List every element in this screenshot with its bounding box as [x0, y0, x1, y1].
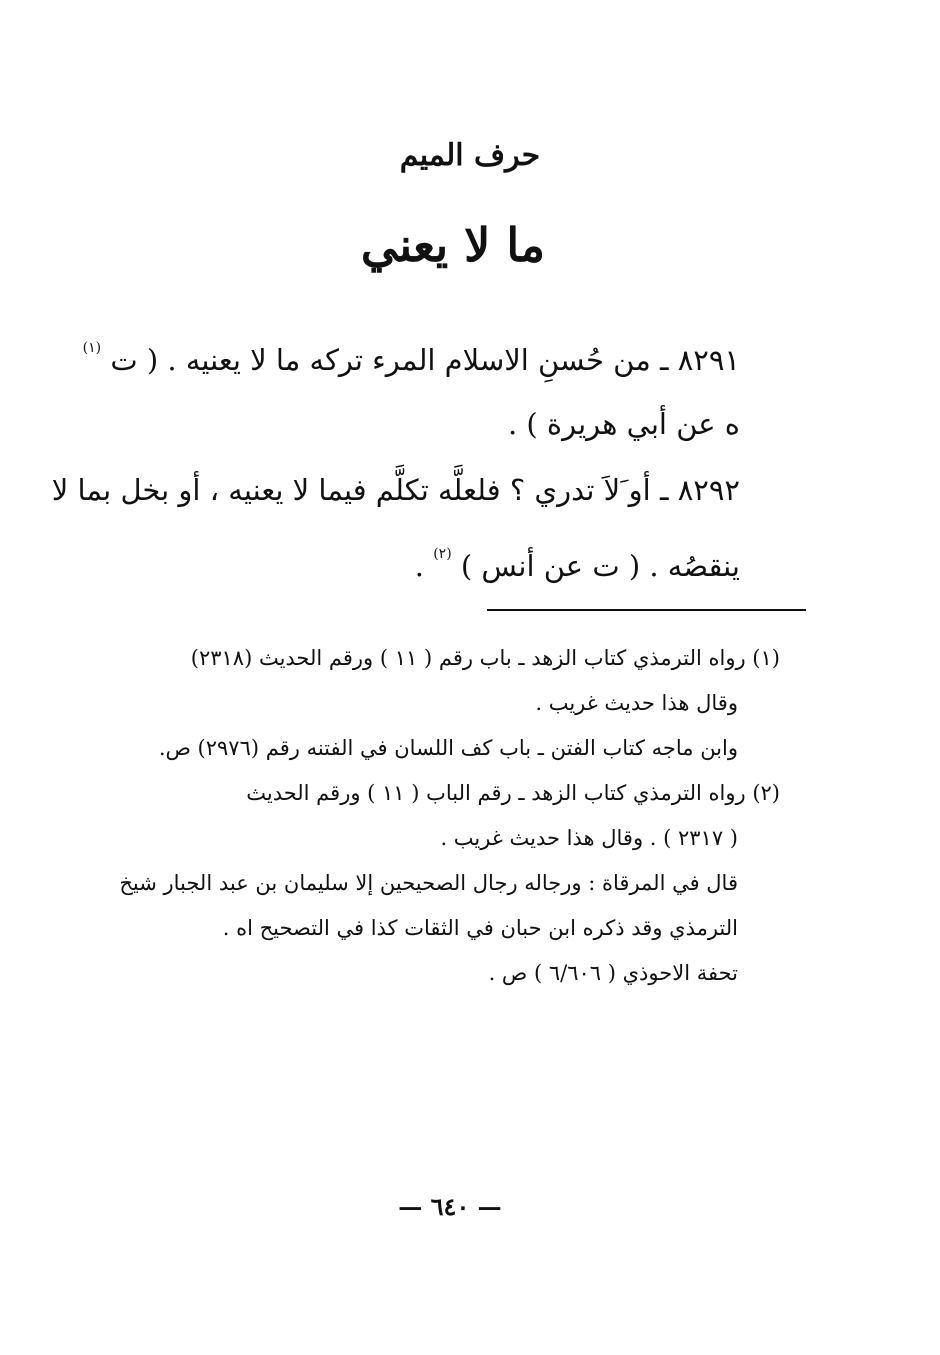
hadith-line	[82, 316, 740, 392]
footnote-line: وابن ماجه كتاب الفتن ـ باب كف اللسان في الفتنه رقم (٢٩٧٦) ص.	[158, 736, 738, 760]
hadith-text-end: .	[414, 549, 434, 583]
footnote-line: ( ٢٣١٧ ) . وقال هذا حديث غريب .	[440, 826, 738, 850]
hadith-text: ٨٢٩١ ـ من حُسنِ الاسلام المرء تركه ما لا يعنيه . ( ت	[110, 343, 740, 377]
hadith-8292	[51, 458, 740, 598]
footnote-line: (٢) رواه الترمذي كتاب الزهد ـ رقم الباب ( ١١ ) ورقم الحديث	[246, 781, 780, 805]
topic-title: ما لا يعني	[360, 218, 546, 272]
footnote-line: تحفة الاحوذي ( ٦/٦٠٦ ) ص .	[488, 961, 738, 985]
chapter-title: حرف الميم	[399, 138, 541, 173]
footnote-line: (١) رواه الترمذي كتاب الزهد ـ باب رقم ( ١١ ) ورقم الحديث (٢٣١٨)	[190, 646, 780, 670]
footnote-line: الترمذي وقد ذكره ابن حبان في الثقات كذا في التصحيح اه .	[222, 916, 738, 940]
hadith-line: ه عن أبي هريرة ) .	[507, 407, 740, 441]
footnote-line: وقال هذا حديث غريب .	[535, 691, 738, 715]
hadith-line: ٨٢٩٢ ـ أو َلاَ تدري ؟ فلعلَّه تكلَّم فيما لا يعنيه ، أو بخل بما لا	[51, 473, 740, 507]
page-number: — ٦٤٠ —	[398, 1192, 502, 1221]
hadith-line	[95, 522, 740, 598]
hadith-text: ينقصُه . ( ت عن أنس )	[460, 549, 740, 583]
footnote-marker[interactable]: (٢)	[433, 546, 452, 562]
footnote-separator	[487, 609, 806, 611]
footnote-line: قال في المرقاة : ورجاله رجال الصحيحين إلا سليمان بن عبد الجبار شيخ	[119, 871, 738, 895]
hadith-8291	[82, 316, 740, 456]
footnotes	[100, 636, 780, 996]
footnote-marker[interactable]: (١)	[82, 340, 102, 356]
